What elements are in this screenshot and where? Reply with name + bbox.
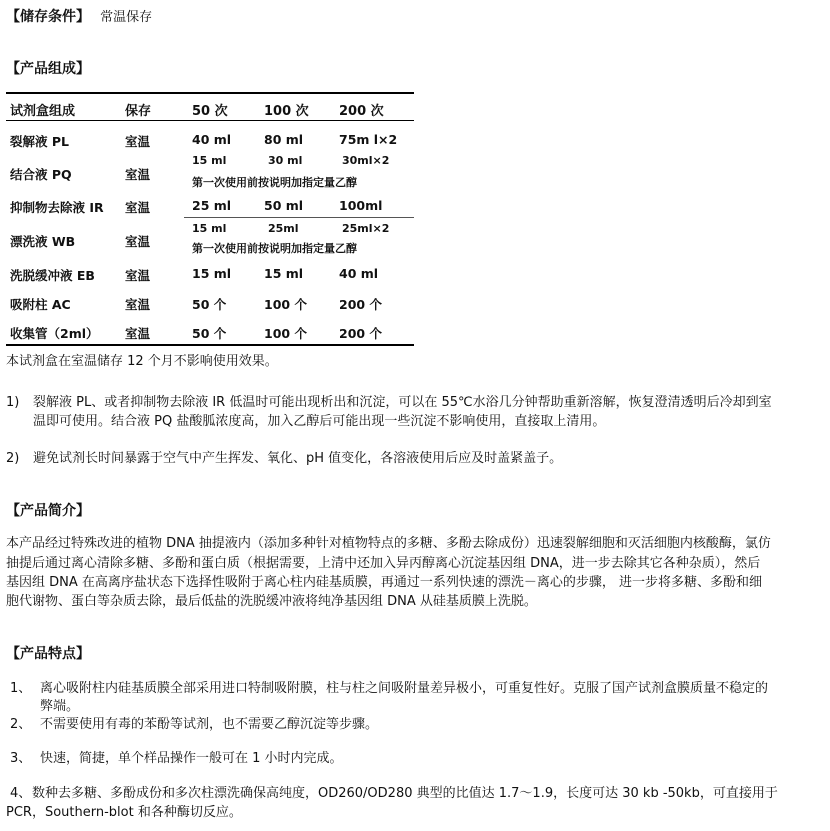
composition-table xyxy=(6,92,414,346)
table-row-100: 15 ml xyxy=(264,266,304,281)
table-divider xyxy=(184,217,414,218)
table-row-50: 50 个 xyxy=(192,297,227,312)
feature-text-continued: PCR，Southern-blot 和各种酶切反应。 xyxy=(6,805,242,820)
table-row-name: 洗脱缓冲液 EB xyxy=(10,268,95,283)
table-row-100: 100 个 xyxy=(264,326,307,341)
table-row-200: 100ml xyxy=(339,198,383,213)
table-row-note: 第一次使用前按说明加指定量乙醇 xyxy=(192,242,357,255)
table-row-storage: 室温 xyxy=(125,297,151,312)
table-row-name: 裂解液 PL xyxy=(10,134,69,149)
feature-number: 2、 xyxy=(10,717,32,732)
storage-footnote: 本试剂盒在室温储存 12 个月不影响使用效果。 xyxy=(6,354,278,369)
feature-text: 离心吸附柱内硅基质膜全部采用进口特制吸附膜，柱与柱之间吸附量差异极小，可重复性好。克服了国产试剂盒膜质量不稳定的 xyxy=(40,681,769,696)
note-number: 1) xyxy=(6,395,20,410)
table-row-name: 结合液 PQ xyxy=(10,167,72,182)
col-header-50: 50 次 xyxy=(192,104,228,119)
feature-text: 不需要使用有毒的苯酚等试剂，也不需要乙醇沉淀等步骤。 xyxy=(40,717,379,732)
table-row-100: 80 ml xyxy=(264,132,304,147)
table-row-200: 25ml×2 xyxy=(342,222,390,235)
col-header-200: 200 次 xyxy=(339,104,384,119)
storage-value: 常温保存 xyxy=(100,10,153,25)
note-text: 避免试剂长时间暴露于空气中产生挥发、氧化、pH 值变化，各溶液使用后应及时盖紧盖子。 xyxy=(33,451,563,466)
intro-line: 胞代谢物、蛋白等杂质去除，最后低盐的洗脱缓冲液将纯净基因组 DNA 从硅基质膜上洗脱。 xyxy=(6,594,537,609)
table-row-note: 第一次使用前按说明加指定量乙醇 xyxy=(192,176,357,189)
table-row-200: 40 ml xyxy=(339,266,379,281)
col-header-storage: 保存 xyxy=(125,104,152,119)
table-row-200: 75m l×2 xyxy=(339,132,398,147)
table-row-50: 50 个 xyxy=(192,326,227,341)
table-row-storage: 室温 xyxy=(125,326,151,341)
feature-number: 3、 xyxy=(10,751,32,766)
intro-line: 抽提后通过离心清除多糖、多酚和蛋白质（根据需要，上清中还加入异丙醇离心沉淀基因组 DNA，进一步去除其它各种杂质），然后 xyxy=(6,556,761,571)
table-row-50: 40 ml xyxy=(192,132,232,147)
note-number: 2) xyxy=(6,451,20,466)
features-heading: 【产品特点】 xyxy=(6,646,90,662)
table-row-50: 15 ml xyxy=(192,266,232,281)
table-row-200: 30ml×2 xyxy=(342,154,390,167)
feature-text: 快速，简捷，单个样品操作一般可在 1 小时内完成。 xyxy=(40,751,343,766)
table-row-name: 吸附柱 AC xyxy=(10,297,71,312)
table-row-100: 50 ml xyxy=(264,198,304,213)
table-row-storage: 室温 xyxy=(125,200,151,215)
table-row-storage: 室温 xyxy=(125,234,151,249)
storage-label: 【储存条件】 xyxy=(6,9,90,25)
table-row-name: 收集管（2ml） xyxy=(10,326,99,341)
feature-number: 4、 xyxy=(10,786,32,801)
table-bottom-rule xyxy=(6,344,414,346)
table-row-50: 25 ml xyxy=(192,198,232,213)
note-text: 裂解液 PL、或者抑制物去除液 IR 低温时可能出现析出和沉淀，可以在 55℃水浴几分钟帮助重新溶解，恢复澄清透明后冷却到室 xyxy=(33,395,772,410)
feature-text-continued: 弊端。 xyxy=(40,699,80,714)
intro-line: 本产品经过特殊改进的植物 DNA 抽提液内（添加多种针对植物特点的多糖、多酚去除成份）迅速裂解细胞和灭活细胞内核酸酶，氯仿 xyxy=(6,536,771,551)
table-row-storage: 室温 xyxy=(125,134,151,149)
table-row-name: 漂洗液 WB xyxy=(10,234,76,249)
intro-heading: 【产品简介】 xyxy=(6,503,90,519)
table-row-storage: 室温 xyxy=(125,268,151,283)
table-row-100: 25ml xyxy=(268,222,299,235)
feature-text: 数种去多糖、多酚成份和多次柱漂洗确保高纯度，OD260/OD280 典型的比值达 1.7～1.9，长度可达 30 kb -50kb，可直接用于 xyxy=(32,786,778,801)
table-row-100: 100 个 xyxy=(264,297,307,312)
table-row-name: 抑制物去除液 IR xyxy=(10,200,104,215)
intro-line: 基因组 DNA 在高离序盐状态下选择性吸附于离心柱内硅基质膜，再通过一系列快速的漂洗－离心的步骤， 进一步将多糖、多酚和细 xyxy=(6,575,763,590)
table-top-rule xyxy=(6,92,414,94)
table-row-50: 15 ml xyxy=(192,154,227,167)
table-header-rule xyxy=(6,120,414,121)
table-row-storage: 室温 xyxy=(125,167,151,182)
note-text-continued: 温即可使用。结合液 PQ 盐酸胍浓度高，加入乙醇后可能出现一些沉淀不影响使用，直接取上清用。 xyxy=(33,414,606,429)
table-row-50: 15 ml xyxy=(192,222,227,235)
col-header-100: 100 次 xyxy=(264,104,309,119)
table-row-200: 200 个 xyxy=(339,297,382,312)
table-row-200: 200 个 xyxy=(339,326,382,341)
storage-section xyxy=(6,6,152,26)
composition-heading: 【产品组成】 xyxy=(6,61,90,77)
feature-number: 1、 xyxy=(10,681,32,696)
col-header-component: 试剂盒组成 xyxy=(10,104,76,119)
table-row-100: 30 ml xyxy=(268,154,303,167)
